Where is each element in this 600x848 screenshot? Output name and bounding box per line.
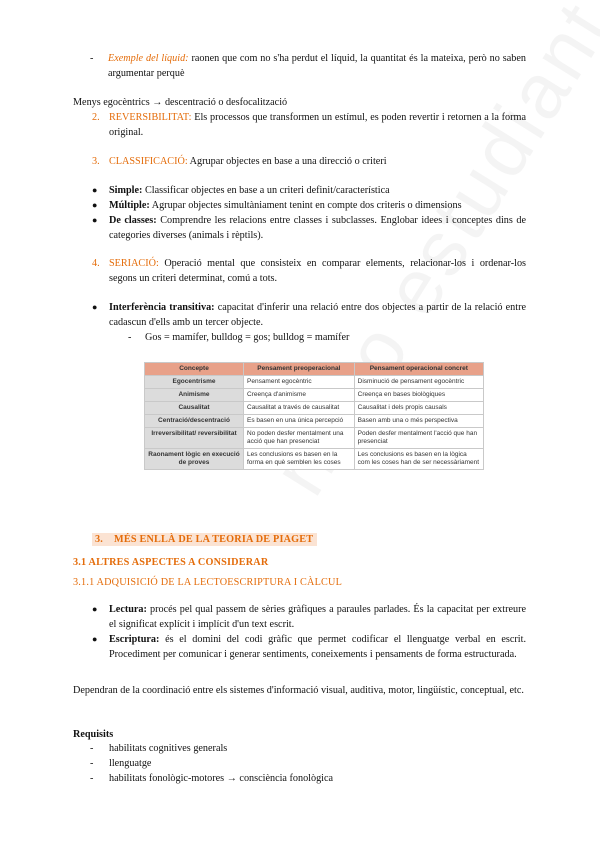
bullet-icon: ●	[92, 604, 98, 614]
bullet-icon: ●	[92, 302, 98, 312]
list-item	[92, 183, 526, 198]
dash-icon: -	[90, 743, 94, 754]
section-3-1-1-heading: 3.1.1 ADQUISICIÓ DE LA LECTOESCRIPTURA I CÀLCUL	[73, 577, 342, 588]
list-item	[90, 756, 520, 771]
bullet-text: Comprendre les relacions entre classes i subclasses. Englobar idees i conceptes dins de categories diverses (animals i rèptils).	[109, 215, 527, 241]
table-cell: Raonament lògic en execució de proves	[145, 449, 244, 470]
table-row	[145, 449, 484, 470]
list-item-text: habilitats cognitives generals	[109, 743, 228, 754]
section-number: 3.	[92, 533, 106, 546]
requisits-title: Requisits	[73, 729, 114, 740]
table-cell: Creença d'animisme	[244, 389, 355, 402]
reversibilitat-item	[92, 110, 526, 140]
table-header: Pensament operacional concret	[354, 363, 483, 376]
seriacio-label: SERIACIÓ:	[109, 258, 159, 269]
dash-icon: -	[128, 332, 132, 343]
item-number: 2.	[92, 112, 100, 123]
interferencia-label: Interferència transitiva:	[109, 302, 215, 313]
dependran-paragraph: Dependran de la coordinació entre els sistemes d'informació visual, auditiva, motor, lingüístic, conceptual, etc.	[73, 685, 524, 696]
section-3-heading	[92, 532, 317, 547]
bullet-label: Múltiple:	[109, 200, 150, 211]
list-item	[90, 771, 520, 786]
bullet-icon: ●	[92, 185, 98, 195]
reversibilitat-label: REVERSIBILITAT:	[109, 112, 192, 123]
item-number: 4.	[92, 258, 100, 269]
table-row	[145, 389, 484, 402]
table-cell: No poden desfer mentalment una acció que han presenciat	[244, 428, 355, 449]
list-item	[92, 602, 526, 632]
list-item	[90, 741, 520, 756]
table-row	[145, 415, 484, 428]
table-row	[145, 402, 484, 415]
table-cell: Causalitat	[145, 402, 244, 415]
table-cell: Creença en bases biològiques	[354, 389, 483, 402]
seriacio-item	[92, 256, 526, 286]
dash-icon: -	[90, 53, 94, 64]
bullet-text: és el domini del codi gràfic que permet codificar el llenguatge verbal en escrit. Procediment per comunicar i generar sentiments, coneixements i pensaments de forma estructurada.	[109, 634, 526, 660]
bullet-icon: ●	[92, 200, 98, 210]
bullet-label: Lectura:	[109, 604, 147, 615]
list-item-text: llenguatge	[109, 758, 152, 769]
interferencia-text: capacitat d'inferir una relació entre dos objectes a partir de la relació entre cadascun d'ells amb un tercer objecte.	[109, 302, 526, 328]
reversibilitat-text: Els processos que transformen un estímul, es poden revertir i retornen a la forma original.	[109, 112, 526, 138]
interferencia-example	[128, 330, 526, 345]
bullet-text: procés pel qual passem de sèries gràfiques a paraules parlades. És la capacitat per extreure el significat explícit i implícit d'un text escrit.	[109, 604, 527, 630]
table-row	[145, 376, 484, 389]
comparison-table	[144, 362, 484, 470]
list-item	[92, 632, 526, 662]
table-cell: Causalitat a través de causalitat	[244, 402, 355, 415]
egocentric-line: Menys egocèntrics → descentració o desfocalització	[73, 97, 288, 108]
table-cell: Causalitat i dels propis causals	[354, 402, 483, 415]
bullet-text: Classificar objectes en base a un criteri definit/característica	[144, 185, 390, 196]
table-cell: Poden desfer mentalment l'acció que han presenciat	[354, 428, 483, 449]
classificacio-text: Agrupar objectes en base a una direcció o criteri	[189, 156, 387, 167]
bullet-label: Escriptura:	[109, 634, 160, 645]
class-bullet-list	[92, 183, 526, 243]
table-cell: Animisme	[145, 389, 244, 402]
table-cell: Es basen en una única percepció	[244, 415, 355, 428]
example-text: Gos = mamífer, bulldog = gos; bulldog = mamífer	[145, 332, 350, 343]
table-row	[145, 428, 484, 449]
bullet-label: Simple:	[109, 185, 143, 196]
table-cell: Disminució de pensament egocèntric	[354, 376, 483, 389]
top-item-text: raonen que com no s'ha perdut el líquid, la quantitat és la mateixa, però no saben argumentar perquè	[108, 53, 526, 79]
dash-icon: -	[90, 773, 94, 784]
dash-icon: -	[90, 758, 94, 769]
table-cell: Centració/descentració	[145, 415, 244, 428]
table-header: Concepte	[145, 363, 244, 376]
bullet-icon: ●	[92, 215, 98, 225]
table-cell: Pensament egocèntric	[244, 376, 355, 389]
table-header-row	[145, 363, 484, 376]
requisits-list	[90, 741, 520, 786]
classificacio-label: CLASSIFICACIÓ:	[109, 156, 188, 167]
classificacio-item	[92, 154, 526, 169]
list-item	[92, 213, 526, 243]
table-cell: Les conclusions es basen en la forma en què semblen les coses	[244, 449, 355, 470]
top-dash-item	[90, 51, 526, 81]
lectoescriptura-list	[92, 602, 526, 662]
section-3-1-heading: 3.1 ALTRES ASPECTES A CONSIDERAR	[73, 557, 269, 568]
bullet-label: De classes:	[109, 215, 157, 226]
table-cell: Egocentrisme	[145, 376, 244, 389]
list-item-text: habilitats fonològic-motores → consciència fonològica	[109, 773, 334, 784]
bullet-text: Agrupar objectes simultàniament tenint en compte dos criteris o dimensions	[151, 200, 462, 211]
list-item	[92, 198, 526, 213]
table-cell: Basen amb una o més perspectiva	[354, 415, 483, 428]
item-number: 3.	[92, 156, 100, 167]
table-cell: Irreversibilitat/ reversibilitat	[145, 428, 244, 449]
section-title: MÉS ENLLÀ DE LA TEORIA DE PIAGET	[106, 533, 317, 546]
seriacio-text: Operació mental que consisteix en comparar elements, relacionar-los i ordenar-los segons un criteri determinat, comú a tots.	[109, 258, 527, 284]
table-header: Pensament preoperacional	[244, 363, 355, 376]
table-cell: Les conclusions es basen en la lògica com les coses han de ser necessàriament	[354, 449, 483, 470]
interferencia-item	[92, 300, 526, 345]
bullet-icon: ●	[92, 634, 98, 644]
top-item-label: Exemple del líquid:	[108, 53, 189, 64]
